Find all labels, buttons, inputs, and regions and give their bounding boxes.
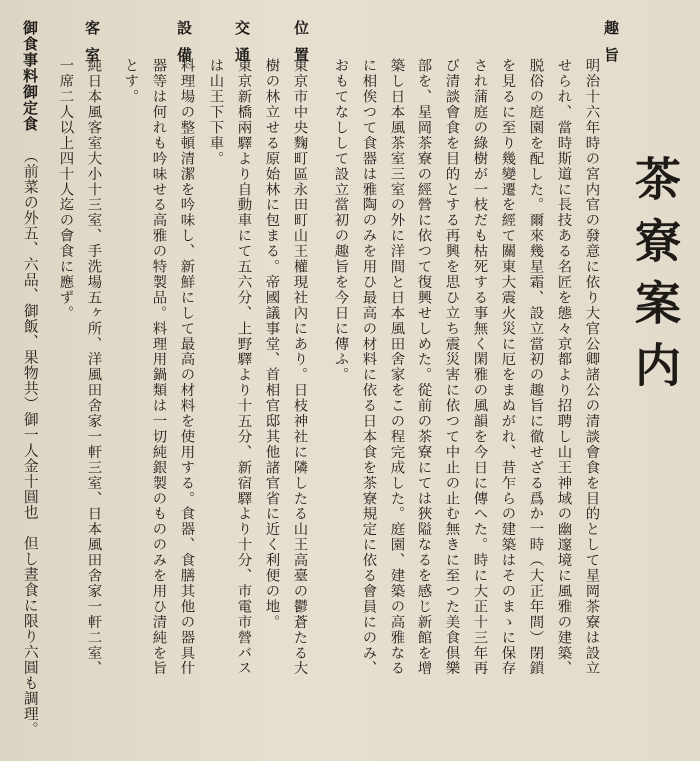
purpose-line: され蒲庭の綠樹が一枝だも枯死する事無く閑雅の風韻を今日に傳へた。時に大正十三年再 (471, 58, 488, 676)
purpose-line: び清談會食を目的とする再興を思ひ立ち震災害に依つて中止の止む無きに至つた美食倶樂 (443, 58, 460, 676)
section-heading-guest-rooms: 客室 (83, 20, 101, 74)
page-title: 茶寮案内 (628, 155, 682, 403)
location-line: 東京市中央麴町區永田町山王權現社內にあり。日枝神社に隣したる山王高臺の鬱蒼たる大 (291, 58, 308, 676)
facilities-line: とす。 (122, 58, 139, 105)
section-heading-location: 位置 (292, 20, 310, 74)
guest-rooms-line: 一席二人以上四十人迄の會食に應ず。 (57, 58, 74, 321)
location-line: 樹の林立せる原始林に包まる。帝國議事堂、首相官邸其他諸官省に近く利便の地。 (263, 58, 280, 630)
purpose-line: に相俟つて食器は雅陶のみを用ひ最高の材料に依る日本食を茶寮規定に依る會員にのみ、 (360, 58, 377, 676)
purpose-line: 築し日本風茶室三室の外に洋間と日本風田舍家をこの程完成した。庭園、建築の高雅なる (388, 58, 405, 676)
access-line: 東京新橋兩驛より自動車にて五六分、上野驛より十五分、新宿驛より十分、市電市營バス (235, 58, 252, 676)
menu-price-text: （前菜の外五、六品、御飯、果物共）御一人金十圓也 但し晝食に限り六圓も調理。 (21, 148, 39, 737)
purpose-line: 脱俗の庭園を配した。爾來幾星霜、設立當初の趣旨に徹せざる爲か一時（大正年間）閉鎖 (527, 58, 544, 676)
purpose-line: せられ、當時斯道に長技ある名匠を態々京都より招聘し山王神域の幽邃境に風雅の建築、 (555, 58, 572, 676)
purpose-line: を見るに至り幾變遷を經て關東大震火災に厄をまぬがれ、昔乍らの建築はそのまゝに保存 (499, 58, 516, 676)
access-line: は山王下下車。 (207, 58, 224, 167)
menu-heading: 御食事料御定食 (21, 20, 39, 132)
facilities-line: 料理場の整頓清潔を吟味し、新鮮にして最高の材料を使用する。食器、食膳其他の器具什 (178, 58, 195, 676)
facilities-line: 器等は何れも吟味せる高雅の特製品。料理用鍋類は一切純銀製のもののみを用ひ清純を旨 (150, 58, 167, 676)
section-heading-access: 交通 (233, 20, 251, 74)
purpose-line: おもてなしして設立當初の趣旨を今日に傳ふ。 (332, 58, 349, 383)
section-heading-facilities: 設備 (175, 20, 193, 74)
purpose-line: 明治十六年時の宮内官の發意に依り大官公卿諸公の清談會食を目的として星岡茶寮は設立 (583, 58, 600, 676)
guest-rooms-line: 純日本風客室大小十三室、手洗場五ヶ所、洋風田舍家一軒三室、日本風田舍家一軒二室、 (85, 58, 102, 676)
purpose-line: 部を、星岡茶寮の經營に依つて復興せしめた。從前の茶寮にては狹隘なるを感じ新館を增 (415, 58, 432, 676)
section-heading-purpose: 趣旨 (602, 20, 620, 74)
